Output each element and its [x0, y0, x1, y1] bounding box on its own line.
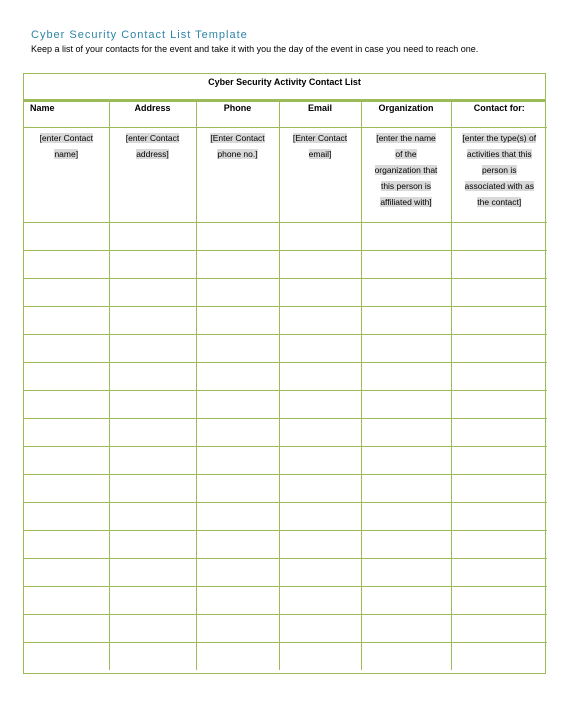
cell-address[interactable]: [109, 615, 196, 643]
document-subtitle: Keep a list of your contacts for the event and take it with you the day of the event in case you need to reach one.: [31, 44, 479, 54]
document-title: Cyber Security Contact List Template: [31, 29, 248, 41]
cell-contact-for[interactable]: [451, 643, 547, 671]
table-row: [24, 279, 547, 307]
cell-email[interactable]: [279, 531, 361, 559]
cell-phone[interactable]: [196, 643, 279, 671]
column-header-email: Email: [279, 102, 361, 128]
table-row: [24, 223, 547, 251]
cell-name[interactable]: [24, 363, 109, 391]
cell-contact-for[interactable]: [451, 391, 547, 419]
header-row: [24, 102, 547, 128]
cell-name[interactable]: [24, 615, 109, 643]
cell-phone[interactable]: [196, 447, 279, 475]
cell-name[interactable]: [24, 475, 109, 503]
cell-email[interactable]: [279, 559, 361, 587]
cell-name[interactable]: [24, 503, 109, 531]
cell-organization[interactable]: [361, 307, 451, 335]
cell-phone[interactable]: [196, 419, 279, 447]
placeholder-line: the contact]: [477, 197, 522, 207]
column-header-address: Address: [109, 102, 196, 128]
cell-contact-for[interactable]: [451, 587, 547, 615]
cell-phone[interactable]: [196, 335, 279, 363]
placeholder-line: [Enter Contact: [210, 133, 265, 143]
table-row: [24, 615, 547, 643]
table-title: Cyber Security Activity Contact List: [24, 74, 545, 102]
cell-address[interactable]: [109, 391, 196, 419]
placeholder-line: phone no.]: [217, 149, 258, 159]
table-row: [24, 447, 547, 475]
cell-name[interactable]: [24, 391, 109, 419]
cell-name[interactable]: [24, 223, 109, 251]
cell-name[interactable]: [24, 531, 109, 559]
sample-cell-contact-for[interactable]: [451, 128, 547, 223]
sample-cell-phone[interactable]: [196, 128, 279, 223]
cell-address[interactable]: [109, 279, 196, 307]
cell-contact-for[interactable]: [451, 279, 547, 307]
sample-cell-address[interactable]: [109, 128, 196, 223]
cell-address[interactable]: [109, 559, 196, 587]
cell-address[interactable]: [109, 419, 196, 447]
table-row: [24, 363, 547, 391]
cell-email[interactable]: [279, 391, 361, 419]
cell-address[interactable]: [109, 587, 196, 615]
cell-name[interactable]: [24, 447, 109, 475]
column-header-organization: Organization: [361, 102, 451, 128]
cell-email[interactable]: [279, 223, 361, 251]
cell-organization[interactable]: [361, 279, 451, 307]
cell-organization[interactable]: [361, 363, 451, 391]
table-row: [24, 307, 547, 335]
column-header-name: Name: [24, 102, 109, 128]
cell-address[interactable]: [109, 363, 196, 391]
cell-email[interactable]: [279, 587, 361, 615]
table-row: [24, 503, 547, 531]
cell-address[interactable]: [109, 251, 196, 279]
cell-name[interactable]: [24, 587, 109, 615]
cell-contact-for[interactable]: [451, 307, 547, 335]
placeholder-line: of the: [395, 149, 417, 159]
cell-name[interactable]: [24, 559, 109, 587]
cell-name[interactable]: [24, 251, 109, 279]
placeholder-line: email]: [308, 149, 332, 159]
cell-organization[interactable]: [361, 419, 451, 447]
cell-organization[interactable]: [361, 223, 451, 251]
cell-phone[interactable]: [196, 531, 279, 559]
placeholder-line: name]: [54, 149, 79, 159]
table-row: [24, 587, 547, 615]
cell-phone[interactable]: [196, 475, 279, 503]
placeholder-line: affiliated with]: [380, 197, 432, 207]
cell-contact-for[interactable]: [451, 223, 547, 251]
table-row: [24, 335, 547, 363]
cell-phone[interactable]: [196, 587, 279, 615]
cell-organization[interactable]: [361, 643, 451, 671]
placeholder-line: [enter the type(s) of: [462, 133, 537, 143]
table-row: [24, 531, 547, 559]
cell-organization[interactable]: [361, 559, 451, 587]
cell-email[interactable]: [279, 475, 361, 503]
contact-grid: [24, 102, 547, 670]
cell-organization[interactable]: [361, 475, 451, 503]
table-row: [24, 391, 547, 419]
cell-organization[interactable]: [361, 447, 451, 475]
cell-phone[interactable]: [196, 391, 279, 419]
cell-phone[interactable]: [196, 615, 279, 643]
cell-contact-for[interactable]: [451, 559, 547, 587]
cell-organization[interactable]: [361, 531, 451, 559]
cell-address[interactable]: [109, 335, 196, 363]
cell-contact-for[interactable]: [451, 503, 547, 531]
cell-name[interactable]: [24, 279, 109, 307]
cell-contact-for[interactable]: [451, 531, 547, 559]
table-row: [24, 251, 547, 279]
column-header-phone: Phone: [196, 102, 279, 128]
cell-organization[interactable]: [361, 391, 451, 419]
contact-list-table: [23, 73, 546, 674]
cell-organization[interactable]: [361, 503, 451, 531]
cell-email[interactable]: [279, 615, 361, 643]
placeholder-line: [Enter Contact: [292, 133, 348, 143]
placeholder-line: this person is: [380, 181, 432, 191]
cell-email[interactable]: [279, 251, 361, 279]
sample-cell-email[interactable]: [279, 128, 361, 223]
cell-organization[interactable]: [361, 335, 451, 363]
cell-organization[interactable]: [361, 615, 451, 643]
cell-email[interactable]: [279, 279, 361, 307]
cell-address[interactable]: [109, 531, 196, 559]
placeholder-line: organization that: [374, 165, 438, 175]
cell-email[interactable]: [279, 503, 361, 531]
cell-address[interactable]: [109, 503, 196, 531]
cell-address[interactable]: [109, 307, 196, 335]
placeholder-line: [enter the name: [376, 133, 436, 143]
placeholder-line: associated with as: [464, 181, 534, 191]
cell-organization[interactable]: [361, 251, 451, 279]
cell-phone[interactable]: [196, 251, 279, 279]
table-row: [24, 643, 547, 671]
cell-phone[interactable]: [196, 363, 279, 391]
cell-address[interactable]: [109, 223, 196, 251]
cell-contact-for[interactable]: [451, 335, 547, 363]
cell-contact-for[interactable]: [451, 615, 547, 643]
cell-phone[interactable]: [196, 279, 279, 307]
cell-phone[interactable]: [196, 223, 279, 251]
placeholder-line: [enter Contact: [39, 133, 93, 143]
cell-address[interactable]: [109, 643, 196, 671]
cell-address[interactable]: [109, 447, 196, 475]
cell-email[interactable]: [279, 363, 361, 391]
cell-name[interactable]: [24, 307, 109, 335]
table-row: [24, 419, 547, 447]
table-row: [24, 559, 547, 587]
cell-contact-for[interactable]: [451, 419, 547, 447]
cell-name[interactable]: [24, 419, 109, 447]
cell-name[interactable]: [24, 335, 109, 363]
placeholder-line: person is: [482, 165, 517, 175]
placeholder-line: activities that this: [466, 149, 532, 159]
cell-email[interactable]: [279, 307, 361, 335]
cell-address[interactable]: [109, 475, 196, 503]
cell-email[interactable]: [279, 447, 361, 475]
cell-name[interactable]: [24, 643, 109, 671]
placeholder-line: [enter Contact: [125, 133, 180, 143]
cell-contact-for[interactable]: [451, 475, 547, 503]
cell-email[interactable]: [279, 335, 361, 363]
column-header-contact-for: Contact for:: [451, 102, 547, 128]
table-row: [24, 475, 547, 503]
cell-email[interactable]: [279, 419, 361, 447]
cell-phone[interactable]: [196, 307, 279, 335]
placeholder-line: address]: [136, 149, 169, 159]
sample-row: [24, 128, 547, 223]
sample-cell-name[interactable]: [24, 128, 109, 223]
cell-phone[interactable]: [196, 503, 279, 531]
cell-contact-for[interactable]: [451, 251, 547, 279]
cell-contact-for[interactable]: [451, 363, 547, 391]
cell-phone[interactable]: [196, 559, 279, 587]
cell-contact-for[interactable]: [451, 447, 547, 475]
cell-email[interactable]: [279, 643, 361, 671]
sample-cell-organization[interactable]: [361, 128, 451, 223]
cell-organization[interactable]: [361, 587, 451, 615]
